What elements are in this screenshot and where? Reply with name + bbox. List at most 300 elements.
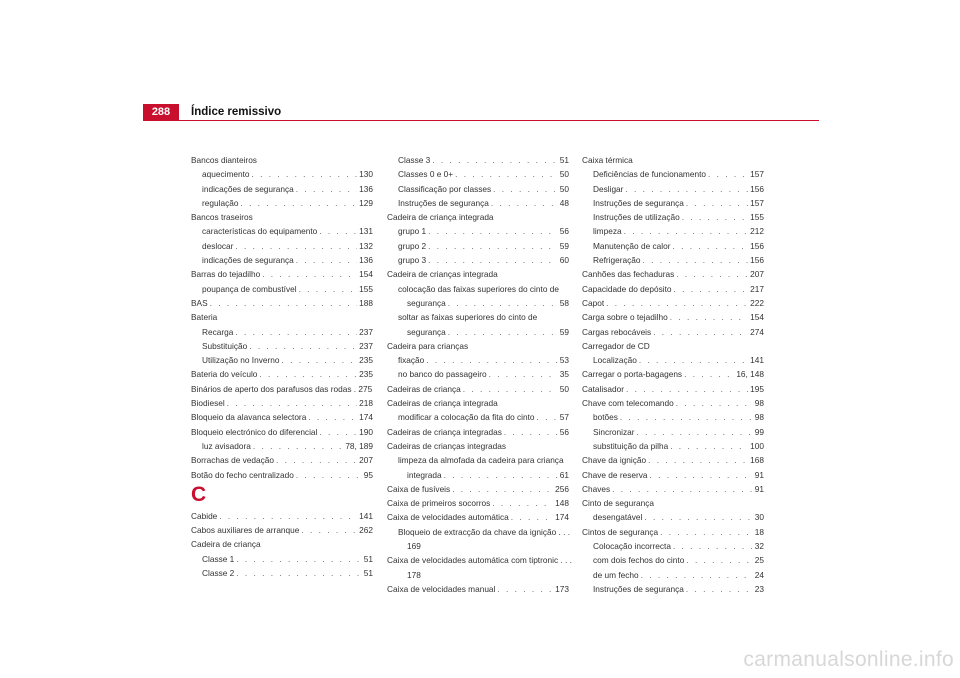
entry-page-number: 91: [754, 483, 764, 494]
index-entry: [191, 210, 373, 224]
entry-page-number: 235: [359, 369, 373, 380]
entry-label: Colocação incorrecta: [593, 541, 671, 552]
header-divider: [143, 120, 819, 121]
index-subentry: [582, 582, 764, 596]
entry-label: Carga sobre o tejadilho: [582, 312, 668, 323]
entry-page-number: 131: [359, 226, 373, 237]
entry-label: substituição da pilha: [593, 440, 669, 451]
dot-leader: [253, 439, 343, 453]
entry-label: grupo 1: [398, 226, 427, 237]
dot-leader: [296, 182, 357, 196]
entry-label: Cadeira de criança integrada: [387, 212, 494, 223]
entry-label: Barras do tejadilho: [191, 269, 261, 280]
entry-page-number: 51: [559, 155, 569, 165]
entry-label: Cinto de segurança: [582, 498, 654, 509]
entry-page-number: 59: [559, 240, 569, 251]
index-subentry: [582, 210, 764, 224]
entry-label: Catalisador: [582, 383, 624, 394]
entry-page-number: 61: [559, 469, 569, 480]
index-subentry: [387, 410, 569, 424]
dot-leader: [492, 496, 553, 510]
entry-label: Classificação por classes: [398, 183, 492, 194]
index-entry: [387, 339, 569, 353]
index-entry: [582, 525, 764, 539]
index-entry: [191, 382, 373, 396]
entry-page-number: 129: [359, 197, 373, 208]
dot-leader: [281, 353, 357, 367]
entry-page-number: 212: [750, 226, 764, 237]
index-entry: [191, 523, 373, 537]
entry-page-number: 51: [363, 553, 373, 564]
index-subentry: [582, 425, 764, 439]
entry-page-number: 56: [559, 226, 569, 237]
entry-page-number: 132: [359, 240, 373, 251]
dot-leader: [308, 410, 357, 424]
entry-page-number: 25: [754, 555, 764, 566]
index-entry: [191, 396, 373, 410]
index-subentry: [387, 167, 569, 181]
entry-label: Capacidade do depósito: [582, 283, 672, 294]
dot-leader: [606, 296, 748, 310]
entry-label: Cadeira de criança: [191, 539, 261, 550]
index-entry: [387, 496, 569, 510]
page-header: [0, 0, 960, 130]
entry-label: Recarga: [202, 326, 234, 337]
dot-leader: [236, 552, 361, 566]
dot-leader: [643, 253, 749, 267]
entry-label: Carregar o porta-bagagens: [582, 369, 683, 380]
index-entry: [191, 509, 373, 523]
dot-leader: [684, 367, 734, 381]
index-subentry: [582, 539, 764, 553]
entry-label: Caixa de velocidades automática com tiptronic . . .: [387, 555, 572, 566]
index-entry: [191, 468, 373, 482]
entry-page-number: 217: [750, 283, 764, 294]
entry-page-number: 256: [555, 483, 569, 494]
dot-leader: [296, 253, 357, 267]
page-title: Índice remissivo: [191, 106, 282, 118]
dot-leader: [670, 310, 748, 324]
dot-leader: [493, 182, 558, 196]
dot-leader: [235, 239, 357, 253]
index-subentry: [582, 224, 764, 238]
dot-leader: [620, 410, 753, 424]
dot-leader: [428, 224, 558, 238]
entry-label: Bateria: [191, 312, 218, 323]
dot-leader: [236, 566, 361, 580]
dot-leader: [252, 167, 358, 181]
index-entry: [582, 468, 764, 482]
entry-label: características do equipamento: [202, 226, 318, 237]
entry-label: Caixa de velocidades manual: [387, 583, 496, 594]
index-subentry: [582, 410, 764, 424]
dot-leader: [428, 253, 558, 267]
page-number-badge: 288: [143, 104, 179, 120]
dot-leader: [219, 509, 357, 523]
index-subentry: [191, 253, 373, 267]
entry-label: Instruções de segurança: [593, 583, 684, 594]
dot-leader: [432, 153, 557, 167]
index-subentry: [191, 325, 373, 339]
entry-page-number: 56: [559, 426, 569, 437]
entry-label: Cadeira de crianças integrada: [387, 269, 498, 280]
index-subentry: [387, 253, 569, 267]
index-entry: [582, 153, 764, 167]
entry-label: poupança de combustível: [202, 283, 297, 294]
entry-label: Caixa térmica: [582, 155, 633, 165]
dot-leader: [537, 410, 558, 424]
entry-label: BAS: [191, 297, 208, 308]
index-subentry: [387, 468, 569, 482]
dot-leader: [299, 282, 358, 296]
dot-leader: [497, 582, 553, 596]
entry-label: Chave da ignição: [582, 455, 647, 466]
entry-label: deslocar: [202, 240, 234, 251]
dot-leader: [653, 325, 748, 339]
dot-leader: [444, 468, 558, 482]
entry-label: Cabide: [191, 510, 218, 521]
dot-leader: [301, 523, 357, 537]
index-entry: [191, 537, 373, 551]
dot-leader: [650, 468, 753, 482]
entry-label: limpeza: [593, 226, 622, 237]
entry-label: Cadeira para crianças: [387, 340, 469, 351]
entry-page-number: 50: [559, 383, 569, 394]
entry-label: Bloqueio de extracção da chave da ignição . . .: [398, 526, 571, 537]
index-subentry: [387, 367, 569, 381]
dot-leader: [641, 568, 753, 582]
entry-page-number: 155: [750, 212, 764, 223]
entry-label: limpeza da almofada da cadeira para criança: [398, 455, 564, 466]
entry-page-number: 23: [754, 583, 764, 594]
entry-label: Caixa de velocidades automática: [387, 512, 509, 523]
dot-leader: [319, 425, 357, 439]
entry-page-number: 98: [754, 412, 764, 423]
entry-page-number: 57: [559, 412, 569, 423]
entry-label: Classe 1: [202, 553, 235, 564]
index-subentry: [582, 182, 764, 196]
index-subentry: [387, 153, 569, 167]
dot-leader: [428, 239, 558, 253]
entry-page-number: 148: [555, 498, 569, 509]
entry-label: Refrigeração: [593, 255, 641, 266]
dot-leader: [637, 425, 753, 439]
index-subentry: [191, 239, 373, 253]
index-entry: [582, 339, 764, 353]
index-subentry: [387, 196, 569, 210]
entry-label: Cargas rebocáveis: [582, 326, 652, 337]
entry-label: Utilização no Inverno: [202, 355, 280, 366]
entry-page-number: 207: [750, 269, 764, 280]
index-subentry: [387, 224, 569, 238]
entry-label: no banco do passageiro: [398, 369, 487, 380]
entry-label: Cabos auxiliares de arranque: [191, 525, 300, 536]
entry-page-number: 30: [754, 512, 764, 523]
entry-page-number: 32: [754, 541, 764, 552]
index-entry: [387, 382, 569, 396]
entry-page-number: 190: [359, 426, 373, 437]
entry-page-number: 188: [359, 297, 373, 308]
index-subentry: [191, 282, 373, 296]
index-subentry: [387, 182, 569, 196]
entry-label: Desligar: [593, 183, 624, 194]
entry-label: soltar as faixas superiores do cinto de: [398, 312, 538, 323]
entry-label: Capot: [582, 297, 605, 308]
dot-leader: [708, 167, 748, 181]
entry-label: aquecimento: [202, 169, 250, 180]
index-entry: [582, 367, 764, 381]
dot-leader: [504, 425, 558, 439]
entry-page-number: 24: [754, 569, 764, 580]
index-subentry: [387, 353, 569, 367]
index-entry: [191, 367, 373, 381]
index-subentry: [191, 224, 373, 238]
index-entry: [387, 396, 569, 410]
index-subentry: [191, 167, 373, 181]
dot-leader: [227, 396, 357, 410]
dot-leader: [426, 353, 557, 367]
entry-page-number: 174: [359, 412, 373, 423]
index-subentry: [387, 310, 569, 324]
dot-leader: [448, 296, 558, 310]
index-column-2: [387, 153, 572, 596]
entry-label: Instruções de segurança: [398, 197, 489, 208]
entry-label: grupo 3: [398, 255, 427, 266]
entry-label: segurança: [407, 326, 446, 337]
dot-leader: [511, 510, 553, 524]
entry-label: Bancos dianteiros: [191, 155, 257, 165]
entry-page-number: 157: [750, 197, 764, 208]
index-entry: [582, 496, 764, 510]
entry-label: Classes 0 e 0+: [398, 169, 454, 180]
dot-leader: [624, 224, 749, 238]
index-subentry: [582, 167, 764, 181]
index-entry: [387, 553, 572, 567]
entry-label: Cadeiras de crianças integradas: [387, 440, 506, 451]
entry-label: desengatável: [593, 512, 643, 523]
entry-page-number: 156: [750, 183, 764, 194]
entry-label: Instruções de utilização: [593, 212, 680, 223]
index-entry: [582, 453, 764, 467]
dot-leader: [648, 453, 748, 467]
dot-leader: [639, 353, 748, 367]
index-entry: [191, 296, 373, 310]
dot-leader: [626, 382, 748, 396]
entry-label: Sincronizar: [593, 426, 635, 437]
index-subentry: [191, 339, 373, 353]
entry-label: Classe 3: [398, 155, 431, 165]
index-entry: [387, 510, 569, 524]
entry-page-number: 155: [359, 283, 373, 294]
entry-page-number: 136: [359, 183, 373, 194]
entry-label: Botão do fecho centralizado: [191, 469, 294, 480]
entry-page-number: 91: [754, 469, 764, 480]
dot-leader: [240, 196, 357, 210]
index-subentry: [582, 353, 764, 367]
index-column-1: [191, 153, 373, 580]
index-subentry: [387, 453, 569, 467]
dot-leader: [249, 339, 357, 353]
dot-leader: [673, 239, 749, 253]
entry-label: Canhões das fechaduras: [582, 269, 675, 280]
entry-page-number: 173: [555, 583, 569, 594]
dot-leader: [676, 267, 748, 281]
entry-label: Binários de aperto dos parafusos das rodas . 275: [191, 383, 373, 394]
index-subentry: [387, 239, 569, 253]
entry-page-number: 156: [750, 240, 764, 251]
index-entry: [387, 482, 569, 496]
dot-leader: [463, 382, 558, 396]
index-subentry: [387, 325, 569, 339]
entry-label: 178: [407, 569, 421, 580]
dot-leader: [452, 482, 553, 496]
entry-label: indicações de segurança: [202, 255, 294, 266]
entry-page-number: 235: [359, 355, 373, 366]
dot-leader: [612, 482, 753, 496]
index-subentry: [387, 525, 569, 539]
entry-label: 169: [407, 541, 421, 552]
entry-page-number: 53: [559, 355, 569, 366]
entry-page-number: 136: [359, 255, 373, 266]
entry-label: Caixa de primeiros socorros: [387, 498, 491, 509]
entry-page-number: 16, 148: [736, 369, 764, 380]
dot-leader: [660, 525, 753, 539]
entry-page-number: 141: [750, 355, 764, 366]
entry-page-number: 237: [359, 326, 373, 337]
entry-page-number: 222: [750, 297, 764, 308]
entry-label: Chaves: [582, 483, 611, 494]
entry-page-number: 154: [359, 269, 373, 280]
entry-label: Substituição: [202, 340, 248, 351]
index-subentry: [582, 510, 764, 524]
entry-page-number: 100: [750, 440, 764, 451]
index-entry: [191, 410, 373, 424]
entry-page-number: 156: [750, 255, 764, 266]
dot-leader: [686, 196, 748, 210]
dot-leader: [644, 510, 752, 524]
entry-page-number: 218: [359, 398, 373, 409]
entry-label: Carregador de CD: [582, 340, 650, 351]
dot-leader: [491, 196, 558, 210]
entry-label: Cadeiras de criança: [387, 383, 461, 394]
entry-page-number: 157: [750, 169, 764, 180]
entry-page-number: 48: [559, 197, 569, 208]
entry-page-number: 59: [559, 326, 569, 337]
entry-label: Localização: [593, 355, 637, 366]
index-entry: [387, 267, 569, 281]
dot-leader: [296, 468, 362, 482]
index-entry: [387, 210, 569, 224]
dot-leader: [259, 367, 357, 381]
dot-leader: [210, 296, 358, 310]
entry-page-number: 237: [359, 340, 373, 351]
index-subentry: [191, 353, 373, 367]
entry-page-number: 262: [359, 525, 373, 536]
entry-page-number: 51: [363, 568, 373, 579]
index-entry: [582, 396, 764, 410]
index-subentry: [582, 239, 764, 253]
entry-label: Bancos traseiros: [191, 212, 253, 223]
index-entry: [582, 382, 764, 396]
dot-leader: [686, 582, 753, 596]
entry-label: Chave com telecomando: [582, 398, 674, 409]
dot-leader: [235, 325, 357, 339]
dot-leader: [455, 167, 558, 181]
index-entry: [191, 153, 373, 167]
entry-label: Chave de reserva: [582, 469, 648, 480]
entry-page-number: 60: [559, 255, 569, 266]
entry-label: Deficiências de funcionamento: [593, 169, 706, 180]
dot-leader: [676, 396, 753, 410]
entry-page-number: 78, 189: [345, 440, 373, 451]
entry-page-number: 154: [750, 312, 764, 323]
index-subentry: [387, 296, 569, 310]
entry-page-number: 18: [754, 526, 764, 537]
index-entry: [387, 582, 569, 596]
index-entry: [191, 310, 373, 324]
index-entry: [582, 267, 764, 281]
entry-page-number: 99: [754, 426, 764, 437]
index-entry: [387, 439, 569, 453]
entry-label: Instruções de segurança: [593, 197, 684, 208]
entry-label: Bateria do veículo: [191, 369, 258, 380]
entry-label: fixação: [398, 355, 425, 366]
entry-label: luz avisadora: [202, 440, 251, 451]
entry-page-number: 35: [559, 369, 569, 380]
dot-leader: [670, 439, 748, 453]
entry-label: Cadeiras de criança integrada: [387, 398, 498, 409]
entry-label: Caixa de fusíveis: [387, 483, 451, 494]
dot-leader: [262, 267, 357, 281]
watermark-text: carmanualsonline.info: [743, 648, 954, 671]
entry-label: Borrachas de vedação: [191, 455, 275, 466]
index-subentry: [387, 282, 569, 296]
dot-leader: [276, 453, 357, 467]
index-subentry: [582, 439, 764, 453]
entry-label: Cintos de segurança: [582, 526, 659, 537]
index-entry: [582, 325, 764, 339]
index-subentry: [387, 568, 569, 582]
dot-leader: [682, 210, 748, 224]
entry-page-number: 168: [750, 455, 764, 466]
entry-page-number: 141: [359, 510, 373, 521]
entry-label: Bloqueio da alavanca selectora: [191, 412, 307, 423]
entry-page-number: 174: [555, 512, 569, 523]
entry-label: colocação das faixas superiores do cinto de: [398, 283, 559, 294]
index-subentry: [582, 568, 764, 582]
entry-label: Classe 2: [202, 568, 235, 579]
entry-label: Cadeiras de criança integradas: [387, 426, 502, 437]
index-entry: [582, 310, 764, 324]
entry-page-number: 50: [559, 183, 569, 194]
dot-leader: [625, 182, 748, 196]
index-subentry: [191, 182, 373, 196]
entry-page-number: 130: [359, 169, 373, 180]
entry-label: Manutenção de calor: [593, 240, 671, 251]
dot-leader: [489, 367, 558, 381]
index-entry: [582, 296, 764, 310]
index-subentry: [582, 196, 764, 210]
entry-label: Biodiesel: [191, 398, 225, 409]
entry-label: com dois fechos do cinto: [593, 555, 685, 566]
entry-page-number: 58: [559, 297, 569, 308]
index-subentry: [191, 196, 373, 210]
index-entry: [191, 425, 373, 439]
index-subentry: [387, 539, 569, 553]
dot-leader: [319, 224, 357, 238]
index-column-3: [582, 153, 764, 596]
index-entry: [582, 282, 764, 296]
